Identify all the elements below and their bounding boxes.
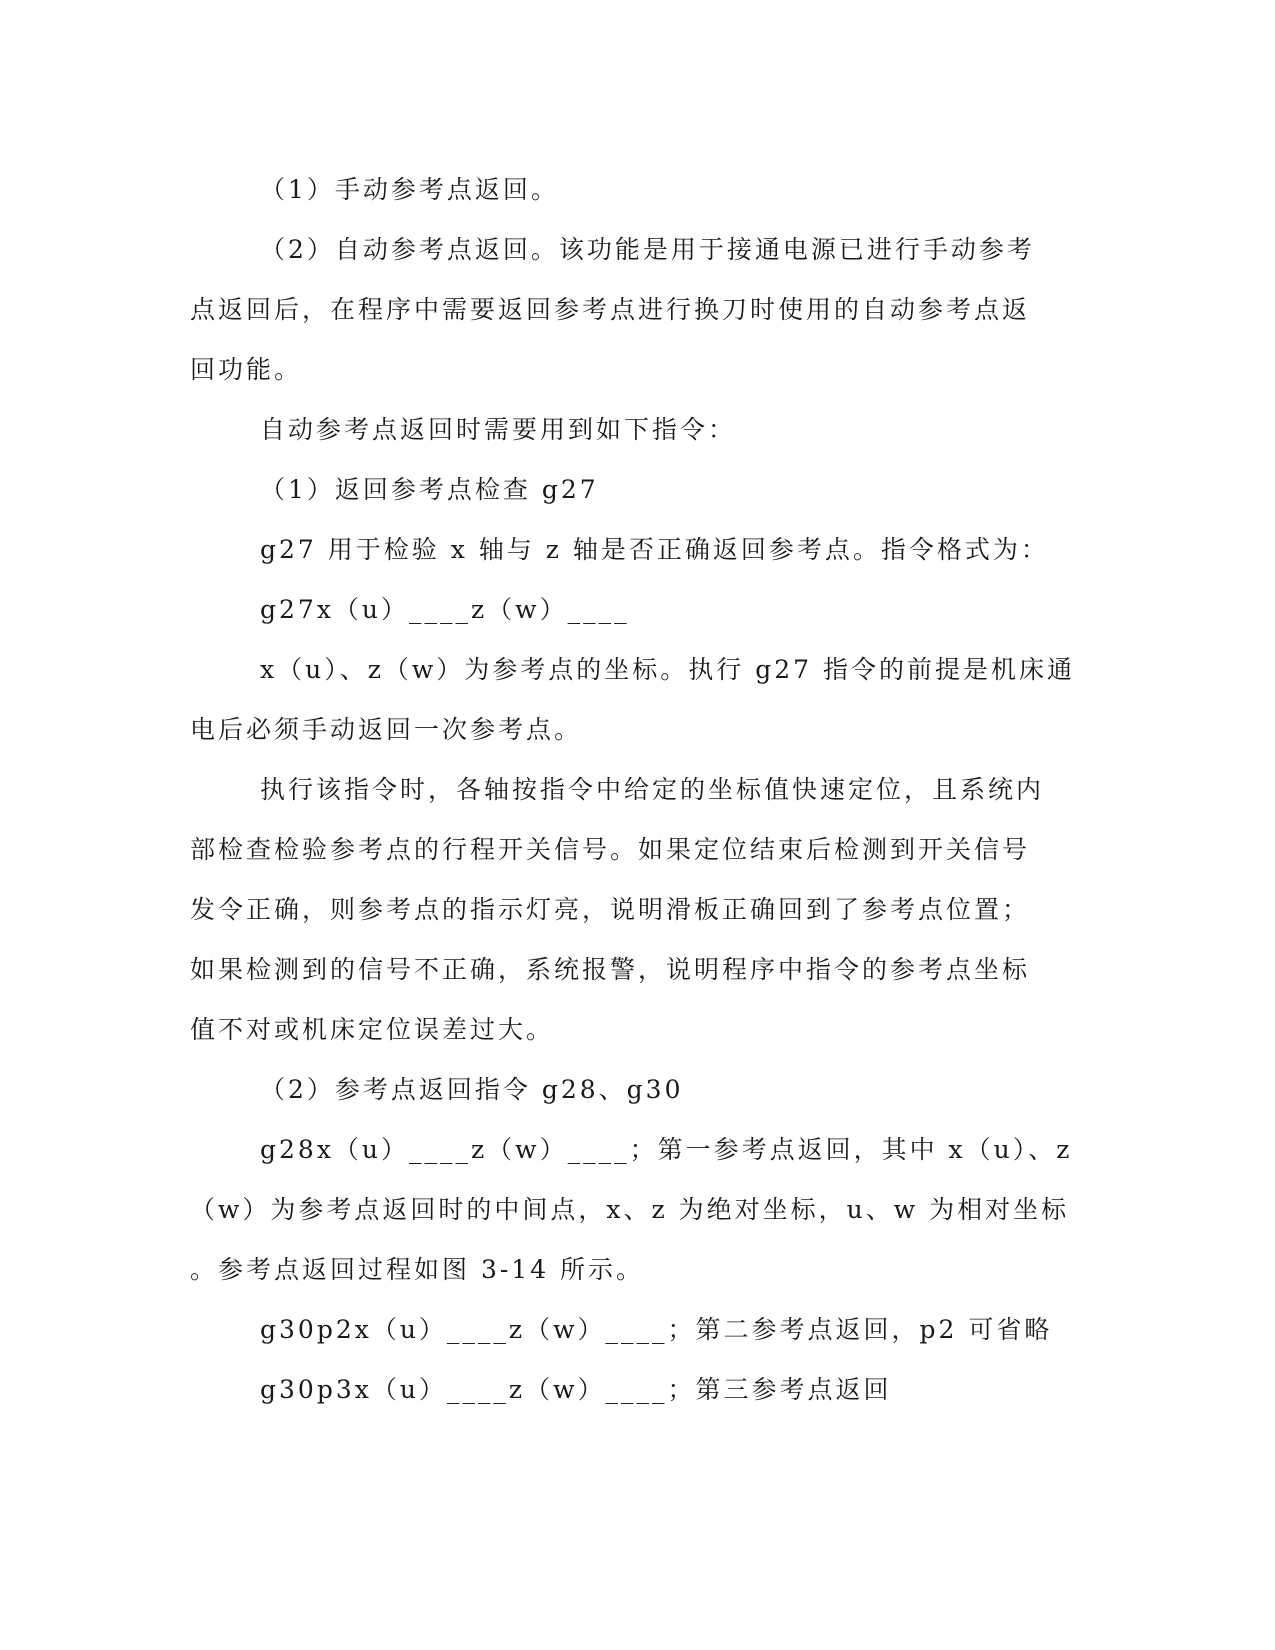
text-line: 。参考点返回过程如图 3-14 所示。 (190, 1255, 645, 1284)
document-body (190, 160, 1090, 1420)
text-line: 部检查检验参考点的行程开关信号。如果定位结束后检测到开关信号 (190, 835, 1031, 864)
text-line: 电后必须手动返回一次参考点。 (190, 715, 583, 744)
text-line: 点返回后，在程序中需要返回参考点进行换刀时使用的自动参考点返 (190, 295, 1031, 324)
text-line: g28x（u）____z（w）____；第一参考点返回，其中 x（u）、z (260, 1135, 1073, 1164)
text-line: 回功能。 (190, 355, 303, 384)
text-line: x（u）、z（w）为参考点的坐标。执行 g27 指令的前提是机床通 (260, 655, 1075, 684)
text-line: （1）手动参考点返回。 (260, 175, 559, 204)
text-line: 如果检测到的信号不正确，系统报警，说明程序中指令的参考点坐标 (190, 955, 1031, 984)
text-line: 值不对或机床定位误差过大。 (190, 1015, 555, 1044)
text-line: （2）自动参考点返回。该功能是用于接通电源已进行手动参考 (260, 235, 1035, 264)
text-line: 发令正确，则参考点的指示灯亮，说明滑板正确回到了参考点位置； (190, 895, 1031, 924)
text-line: g30p2x（u）____z（w）____；第二参考点返回，p2 可省略 (260, 1315, 1053, 1344)
text-line: （1）返回参考点检查 g27 (260, 475, 599, 504)
text-line: g27x（u）____z（w）____ (260, 595, 630, 624)
text-line: g27 用于检验 x 轴与 z 轴是否正确返回参考点。指令格式为： (260, 535, 1049, 564)
text-line: （w）为参考点返回时的中间点，x、z 为绝对坐标，u、w 为相对坐标 (190, 1195, 1070, 1224)
text-line: 执行该指令时，各轴按指令中给定的坐标值快速定位，且系统内 (260, 775, 1045, 804)
text-line: （2）参考点返回指令 g28、g30 (260, 1075, 684, 1104)
text-line: g30p3x（u）____z（w）____；第三参考点返回 (260, 1375, 892, 1404)
text-line: 自动参考点返回时需要用到如下指令： (260, 415, 737, 444)
